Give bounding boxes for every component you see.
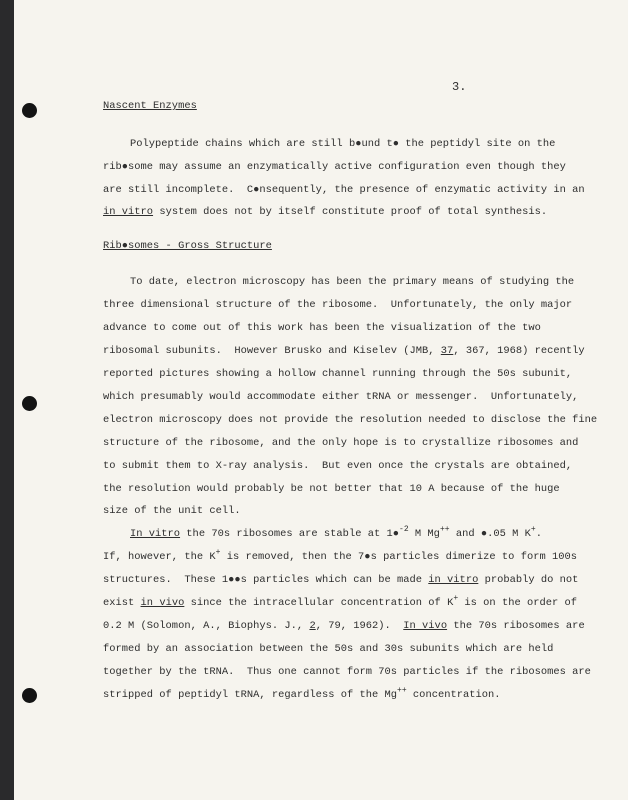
paragraph-line: structure of the ribosome, and the only hope is to crystallize ribosomes and <box>103 437 579 449</box>
paragraph-line: which presumably would accommodate either tRNA or messenger. Unfortunately, <box>103 391 579 403</box>
paragraph-line: to submit them to X-ray analysis. But even once the crystals are obtained, <box>103 460 573 472</box>
paragraph-line: rib●some may assume an enzymatically active configuration even though they <box>103 161 566 173</box>
punch-hole <box>22 103 37 118</box>
paragraph-line: the resolution would probably be not better that 10 A because of the huge <box>103 483 560 495</box>
paragraph-line: electron microscopy does not provide the resolution needed to disclose the fine <box>103 414 598 426</box>
paragraph-line: ribosomal subunits. However Brusko and Kiselev (JMB, 37, 367, 1968) recently <box>103 345 585 357</box>
paragraph-line: are still incomplete. C●nsequently, the presence of enzymatic activity in an <box>103 184 585 196</box>
section-heading: Nascent Enzymes <box>103 100 197 112</box>
page-number: 3. <box>452 80 467 94</box>
punch-hole <box>22 688 37 703</box>
paragraph-line: formed by an association between the 50s and 30s subunits which are held <box>103 643 554 655</box>
italic-term: in vitro <box>103 206 154 218</box>
punch-hole <box>22 396 37 411</box>
paragraph-line: stripped of peptidyl tRNA, regardless of the Mg++ concentration. <box>103 686 501 701</box>
volume-number: 37 <box>440 345 454 357</box>
paragraph-line: To date, electron microscopy has been the primary means of studying the <box>130 276 575 288</box>
paragraph-line: exist in vivo since the intracellular concentration of K+ is on the order of <box>103 594 578 609</box>
paragraph-line: reported pictures showing a hollow channel running through the 50s subunit, <box>103 368 573 380</box>
paragraph-line: Polypeptide chains which are still b●und t● the peptidyl site on the <box>130 138 556 150</box>
paragraph-line: 0.2 M (Solomon, A., Biophys. J., 2, 79, 1962). In vivo the 70s ribosomes are <box>103 620 585 632</box>
paragraph-line: size of the unit cell. <box>103 505 241 517</box>
paragraph-line: If, however, the K+ is removed, then the 7●s particles dimerize to form 100s <box>103 548 577 563</box>
paragraph-line: in vitro system does not by itself constitute proof of total synthesis. <box>103 206 548 218</box>
paragraph-line: together by the tRNA. Thus one cannot form 70s particles if the ribosomes are <box>103 666 591 678</box>
section-heading: Rib●somes - Gross Structure <box>103 240 272 252</box>
paragraph-line: structures. These 1●●s particles which can be made in vitro probably do not <box>103 574 579 586</box>
paragraph-line: In vitro the 70s ribosomes are stable at 1●$^{-2}$ M Mg++ and ●.05 M K+. <box>130 525 543 540</box>
paragraph-line: advance to come out of this work has been the visualization of the two <box>103 322 541 334</box>
paragraph-line: three dimensional structure of the ribosome. Unfortunately, the only major <box>103 299 573 311</box>
